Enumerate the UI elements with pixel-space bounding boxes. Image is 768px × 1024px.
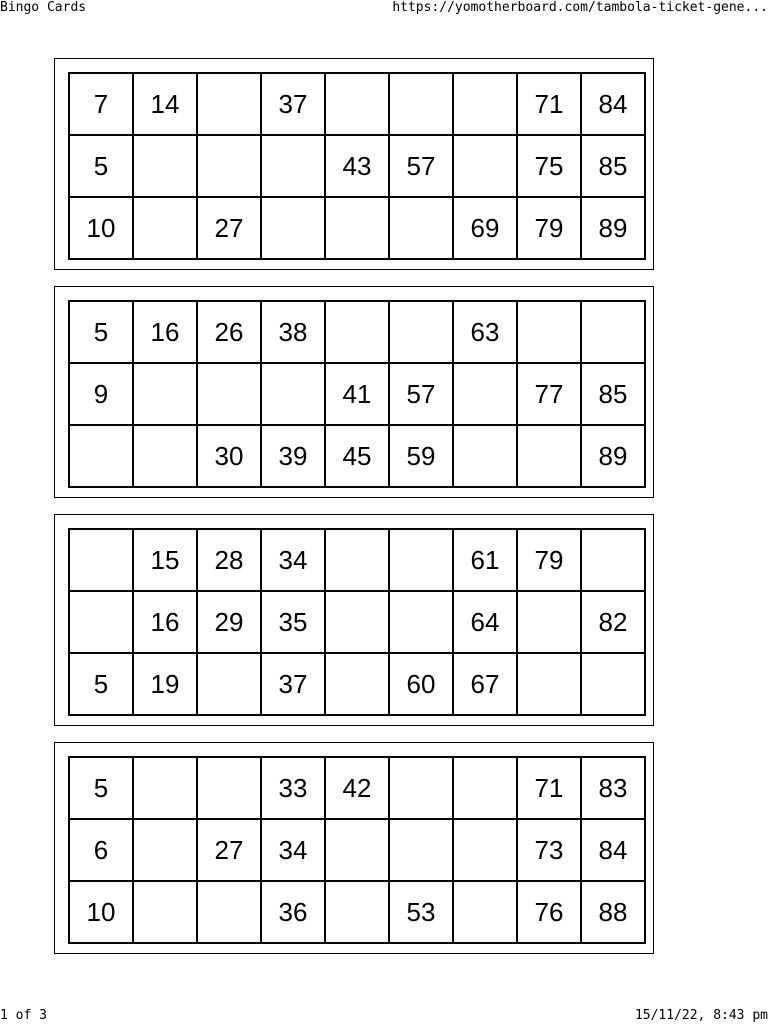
ticket-cell: 71 xyxy=(517,757,581,819)
ticket-cell: 35 xyxy=(261,591,325,653)
ticket-cell: 57 xyxy=(389,363,453,425)
ticket-cell: 16 xyxy=(133,591,197,653)
bingo-ticket xyxy=(54,286,654,498)
ticket-cell xyxy=(133,135,197,197)
ticket-cell xyxy=(133,757,197,819)
ticket-cell xyxy=(453,425,517,487)
ticket-row xyxy=(69,591,645,653)
ticket-cell: 29 xyxy=(197,591,261,653)
ticket-cell xyxy=(389,197,453,259)
ticket-cell: 67 xyxy=(453,653,517,715)
ticket-cell: 79 xyxy=(517,529,581,591)
ticket-cell xyxy=(389,529,453,591)
ticket-cell: 89 xyxy=(581,197,645,259)
ticket-cell xyxy=(325,197,389,259)
ticket-cell: 71 xyxy=(517,73,581,135)
ticket-cell: 16 xyxy=(133,301,197,363)
ticket-cell: 38 xyxy=(261,301,325,363)
ticket-cell: 60 xyxy=(389,653,453,715)
page-footer-datetime: 15/11/22, 8:43 pm xyxy=(634,1008,768,1023)
ticket-cell: 27 xyxy=(197,197,261,259)
ticket-cell: 28 xyxy=(197,529,261,591)
ticket-grid xyxy=(68,756,646,944)
ticket-row xyxy=(69,757,645,819)
ticket-row xyxy=(69,529,645,591)
ticket-cell xyxy=(69,591,133,653)
ticket-cell: 27 xyxy=(197,819,261,881)
ticket-cell: 43 xyxy=(325,135,389,197)
ticket-cell: 89 xyxy=(581,425,645,487)
ticket-cell xyxy=(133,425,197,487)
ticket-cell: 57 xyxy=(389,135,453,197)
ticket-cell: 41 xyxy=(325,363,389,425)
ticket-cell: 26 xyxy=(197,301,261,363)
ticket-cell xyxy=(389,73,453,135)
ticket-cell: 63 xyxy=(453,301,517,363)
ticket-cell: 42 xyxy=(325,757,389,819)
ticket-cell xyxy=(453,819,517,881)
ticket-cell: 88 xyxy=(581,881,645,943)
ticket-cell xyxy=(517,653,581,715)
ticket-cell xyxy=(389,591,453,653)
ticket-cell xyxy=(133,819,197,881)
ticket-cell: 84 xyxy=(581,819,645,881)
ticket-cell: 79 xyxy=(517,197,581,259)
ticket-row xyxy=(69,425,645,487)
ticket-cell: 85 xyxy=(581,363,645,425)
ticket-cell xyxy=(517,591,581,653)
ticket-cell xyxy=(133,881,197,943)
ticket-cell xyxy=(197,881,261,943)
ticket-cell: 7 xyxy=(69,73,133,135)
ticket-cell: 6 xyxy=(69,819,133,881)
ticket-cell xyxy=(197,135,261,197)
ticket-cell: 75 xyxy=(517,135,581,197)
ticket-cell xyxy=(389,757,453,819)
ticket-cell: 10 xyxy=(69,881,133,943)
ticket-cell xyxy=(325,591,389,653)
ticket-cell: 37 xyxy=(261,73,325,135)
ticket-grid xyxy=(68,528,646,716)
ticket-cell: 69 xyxy=(453,197,517,259)
ticket-grid xyxy=(68,72,646,260)
ticket-cell: 84 xyxy=(581,73,645,135)
ticket-cell: 5 xyxy=(69,135,133,197)
ticket-row xyxy=(69,819,645,881)
ticket-row xyxy=(69,363,645,425)
ticket-cell: 34 xyxy=(261,529,325,591)
ticket-cell: 37 xyxy=(261,653,325,715)
ticket-cell xyxy=(517,301,581,363)
bingo-ticket xyxy=(54,742,654,954)
ticket-cell: 10 xyxy=(69,197,133,259)
ticket-cell xyxy=(69,425,133,487)
ticket-cell: 76 xyxy=(517,881,581,943)
ticket-cell xyxy=(325,301,389,363)
ticket-cell xyxy=(197,653,261,715)
ticket-cell: 9 xyxy=(69,363,133,425)
ticket-cell xyxy=(325,529,389,591)
ticket-cell xyxy=(325,73,389,135)
ticket-cell xyxy=(69,529,133,591)
ticket-cell: 85 xyxy=(581,135,645,197)
ticket-cell: 5 xyxy=(69,757,133,819)
ticket-cell xyxy=(453,135,517,197)
ticket-cell: 61 xyxy=(453,529,517,591)
ticket-grid xyxy=(68,300,646,488)
ticket-cell xyxy=(453,363,517,425)
ticket-cell: 19 xyxy=(133,653,197,715)
ticket-cell xyxy=(325,819,389,881)
ticket-cell xyxy=(325,881,389,943)
ticket-cell xyxy=(133,197,197,259)
ticket-cell: 73 xyxy=(517,819,581,881)
page-header-url: https://yomotherboard.com/tambola-ticket-gene... xyxy=(392,0,768,15)
ticket-row xyxy=(69,881,645,943)
ticket-row xyxy=(69,653,645,715)
bingo-ticket xyxy=(54,514,654,726)
ticket-cell: 45 xyxy=(325,425,389,487)
ticket-cell: 15 xyxy=(133,529,197,591)
ticket-cell xyxy=(197,73,261,135)
ticket-cell: 36 xyxy=(261,881,325,943)
ticket-cell: 30 xyxy=(197,425,261,487)
ticket-cell xyxy=(453,73,517,135)
ticket-cell: 14 xyxy=(133,73,197,135)
ticket-cell: 59 xyxy=(389,425,453,487)
ticket-cell: 39 xyxy=(261,425,325,487)
ticket-cell xyxy=(581,653,645,715)
ticket-cell xyxy=(581,301,645,363)
ticket-cell xyxy=(197,757,261,819)
ticket-cell xyxy=(197,363,261,425)
ticket-cell: 83 xyxy=(581,757,645,819)
ticket-row xyxy=(69,73,645,135)
ticket-cell: 34 xyxy=(261,819,325,881)
ticket-cell: 5 xyxy=(69,301,133,363)
ticket-cell xyxy=(453,881,517,943)
ticket-cell xyxy=(261,135,325,197)
page-header-title: Bingo Cards xyxy=(0,0,87,15)
ticket-row xyxy=(69,301,645,363)
ticket-cell: 53 xyxy=(389,881,453,943)
ticket-cell: 64 xyxy=(453,591,517,653)
ticket-cell: 82 xyxy=(581,591,645,653)
ticket-cell xyxy=(517,425,581,487)
ticket-cell: 33 xyxy=(261,757,325,819)
ticket-cell xyxy=(389,301,453,363)
ticket-cell xyxy=(453,757,517,819)
ticket-row xyxy=(69,135,645,197)
ticket-row xyxy=(69,197,645,259)
ticket-cell xyxy=(325,653,389,715)
page-footer-page-number: 1 of 3 xyxy=(0,1008,47,1023)
ticket-cell xyxy=(581,529,645,591)
ticket-cell xyxy=(261,363,325,425)
ticket-cell: 5 xyxy=(69,653,133,715)
bingo-ticket xyxy=(54,58,654,270)
ticket-cell xyxy=(389,819,453,881)
ticket-cell xyxy=(261,197,325,259)
ticket-cell xyxy=(133,363,197,425)
ticket-cell: 77 xyxy=(517,363,581,425)
